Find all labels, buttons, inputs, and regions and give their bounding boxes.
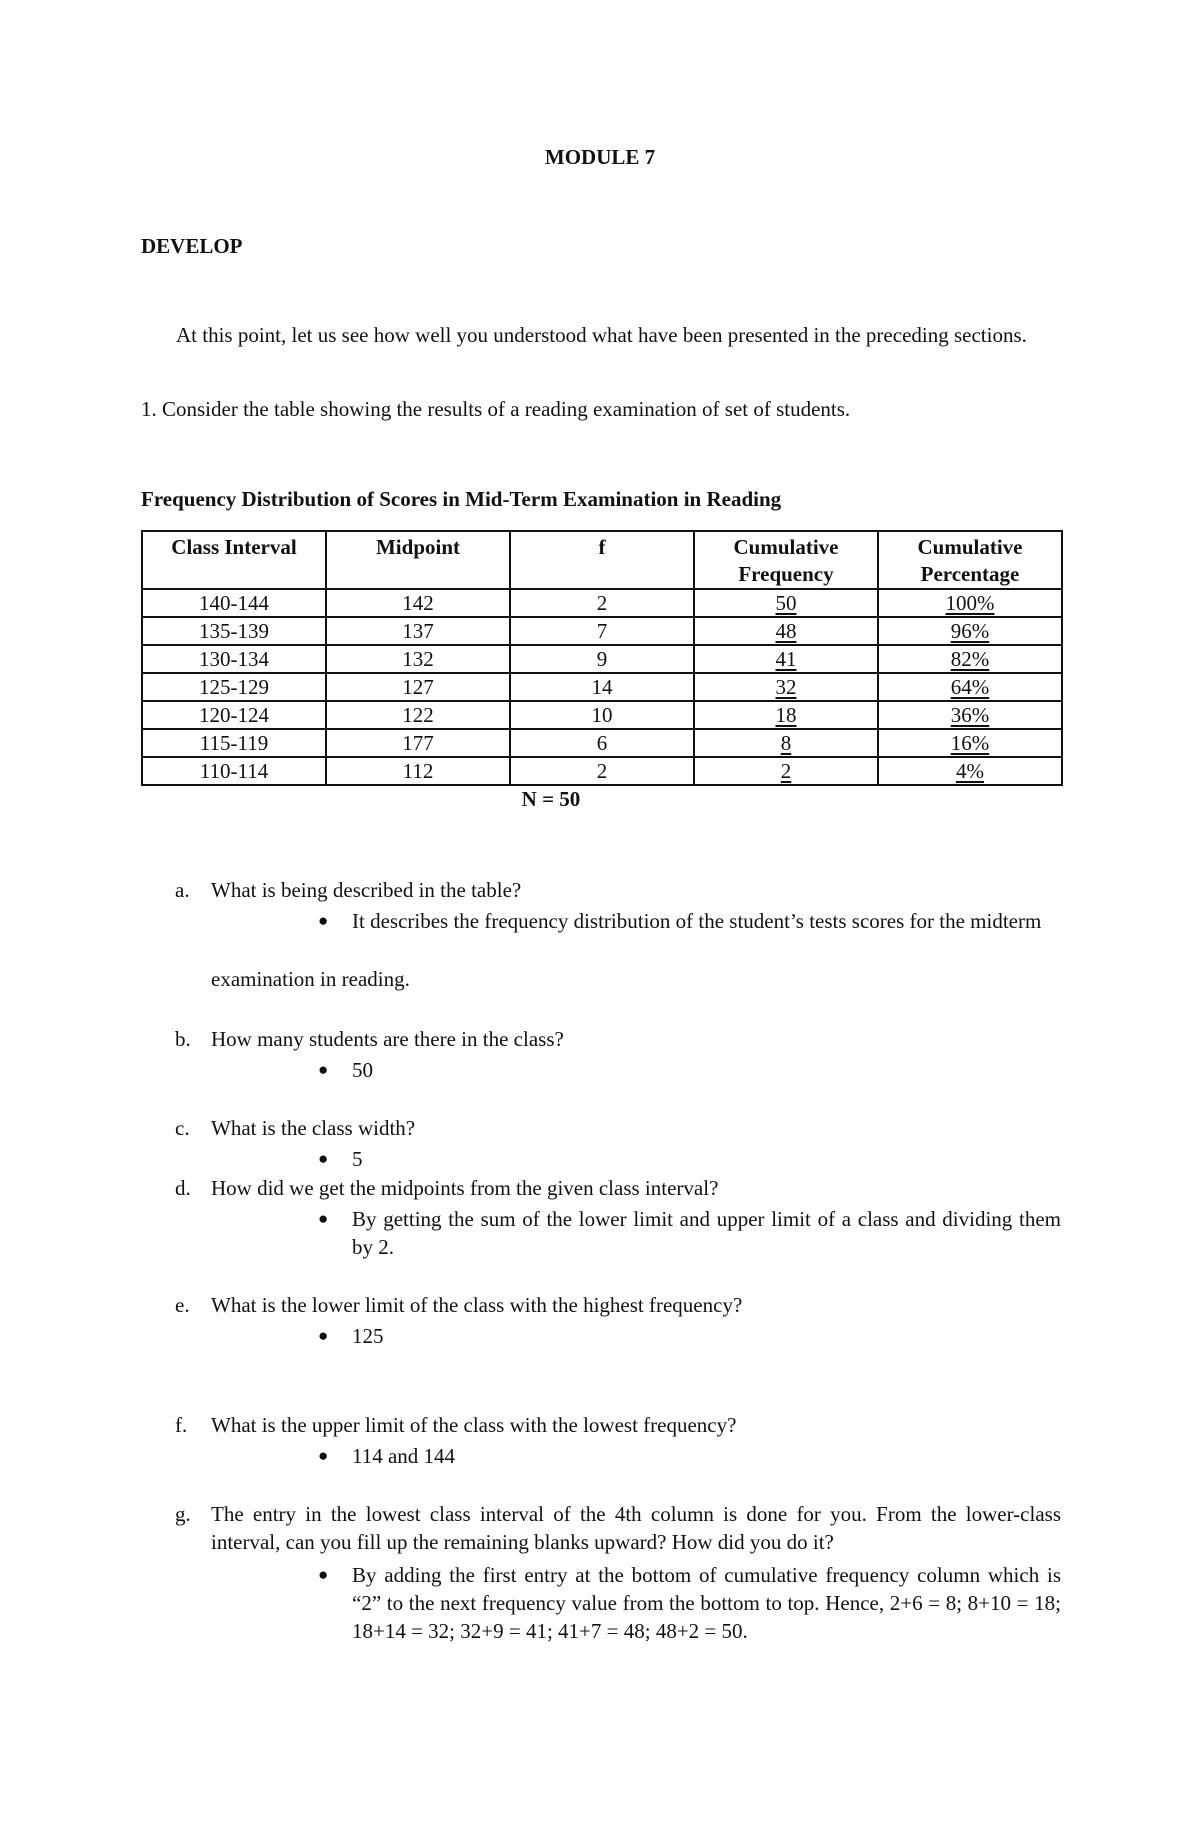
bullet-icon: ● (318, 1326, 329, 1345)
answer-text: 114 and 144 (352, 1444, 456, 1468)
intro-paragraph: At this point, let us see how well you understood what have been presented in the preceding sections. (176, 323, 1027, 347)
column-header: Class Interval (142, 531, 326, 589)
answer-text: By getting the sum of the lower limit and upper limit of a class and dividing them by 2. (352, 1207, 1061, 1259)
table-cell: 177 (326, 729, 510, 757)
question-letter: a. (175, 878, 190, 902)
table-cell: 14 (510, 673, 694, 701)
table-cell: 110-114 (142, 757, 326, 785)
table-cell (878, 701, 1062, 729)
table-cell: 142 (326, 589, 510, 617)
cumulative-percentage-value: 4% (956, 759, 984, 783)
column-header: Cumulative Percentage (878, 531, 1062, 589)
table-cell (694, 673, 878, 701)
section-heading: DEVELOP (141, 234, 243, 258)
table-cell: 122 (326, 701, 510, 729)
table-cell (694, 701, 878, 729)
table-cell (694, 757, 878, 785)
module-title: MODULE 7 (544, 145, 656, 169)
cumulative-percentage-value: 16% (950, 731, 990, 755)
table-cell: 125-129 (142, 673, 326, 701)
cumulative-percentage-value: 100% (945, 591, 995, 615)
cumulative-frequency-value: 8 (780, 731, 792, 755)
question-text: How many students are there in the class? (211, 1027, 564, 1051)
table-cell: 2 (510, 757, 694, 785)
table-cell: 10 (510, 701, 694, 729)
table-cell: 9 (510, 645, 694, 673)
table-cell: 137 (326, 617, 510, 645)
table-cell: 127 (326, 673, 510, 701)
table-row (142, 617, 1062, 645)
question-text: What is the class width? (211, 1116, 416, 1140)
bullet-icon: ● (318, 1060, 329, 1079)
cumulative-percentage-value: 82% (950, 647, 990, 671)
table-cell (878, 729, 1062, 757)
table-header-row (142, 531, 1062, 589)
column-header: Midpoint (326, 531, 510, 589)
cumulative-frequency-value: 48 (775, 619, 797, 643)
bullet-icon: ● (318, 1149, 329, 1168)
table-row (142, 645, 1062, 673)
table-cell (694, 645, 878, 673)
question-text: What is the upper limit of the class with the lowest frequency? (211, 1413, 737, 1437)
answer-text: 50 (352, 1058, 373, 1082)
question-text: What is being described in the table? (211, 878, 522, 902)
table-cell: 120-124 (142, 701, 326, 729)
cumulative-percentage-value: 36% (950, 703, 990, 727)
table-cell (878, 617, 1062, 645)
question-letter: g. (175, 1502, 191, 1526)
question-letter: b. (175, 1027, 191, 1051)
cumulative-frequency-value: 2 (780, 759, 792, 783)
table-cell: 115-119 (142, 729, 326, 757)
table-total: N = 50 (521, 787, 581, 811)
table-row (142, 757, 1062, 785)
table-cell: 2 (510, 589, 694, 617)
table-row (142, 729, 1062, 757)
cumulative-frequency-value: 32 (775, 675, 797, 699)
cumulative-percentage-value: 64% (950, 675, 990, 699)
column-header: Cumulative Frequency (694, 531, 878, 589)
bullet-icon: ● (318, 1209, 329, 1228)
cumulative-frequency-value: 50 (775, 591, 797, 615)
table-title: Frequency Distribution of Scores in Mid-Term Examination in Reading (141, 487, 782, 511)
table-cell: 130-134 (142, 645, 326, 673)
question-text: The entry in the lowest class interval of the 4th column is done for you. From the lower-class interval, can you fill up the remaining blanks upward? How did you do it? (211, 1502, 1061, 1554)
frequency-table (141, 530, 1063, 786)
table-cell (878, 589, 1062, 617)
answer-text: 125 (352, 1324, 384, 1348)
answer-text: It describes the frequency distribution of the student’s tests scores for the midterm (352, 909, 1042, 933)
table-row (142, 673, 1062, 701)
table-cell (694, 729, 878, 757)
table-cell: 140-144 (142, 589, 326, 617)
intro-question: 1. Consider the table showing the results of a reading examination of set of students. (141, 397, 851, 421)
table-cell: 6 (510, 729, 694, 757)
table-cell (878, 673, 1062, 701)
question-text: How did we get the midpoints from the given class interval? (211, 1176, 719, 1200)
cumulative-frequency-value: 41 (775, 647, 797, 671)
table-cell (878, 645, 1062, 673)
cumulative-frequency-value: 18 (775, 703, 797, 727)
table-cell: 7 (510, 617, 694, 645)
answer-text: 5 (352, 1147, 363, 1171)
question-text: What is the lower limit of the class with the highest frequency? (211, 1293, 743, 1317)
table-cell: 112 (326, 757, 510, 785)
table-cell: 135-139 (142, 617, 326, 645)
answer-text: By adding the first entry at the bottom of cumulative frequency column which is “2” to the next frequency value from the bottom to top. Hence, 2+6 = 8; 8+10 = 18; 18+14 = 32; 32+9 = 41; 41+7 = 48; 48+2 = 50. (352, 1563, 1061, 1643)
question-letter: e. (175, 1293, 190, 1317)
bullet-icon: ● (318, 911, 329, 930)
question-letter: c. (175, 1116, 190, 1140)
bullet-icon: ● (318, 1565, 329, 1584)
table-cell: 132 (326, 645, 510, 673)
table-cell (878, 757, 1062, 785)
question-letter: d. (175, 1176, 191, 1200)
cumulative-percentage-value: 96% (950, 619, 990, 643)
question-letter: f. (175, 1413, 188, 1437)
bullet-icon: ● (318, 1446, 329, 1465)
table-cell (694, 589, 878, 617)
table-row (142, 701, 1062, 729)
table-row (142, 589, 1062, 617)
answer-continuation: examination in reading. (211, 967, 410, 991)
table-cell (694, 617, 878, 645)
column-header: f (510, 531, 694, 589)
